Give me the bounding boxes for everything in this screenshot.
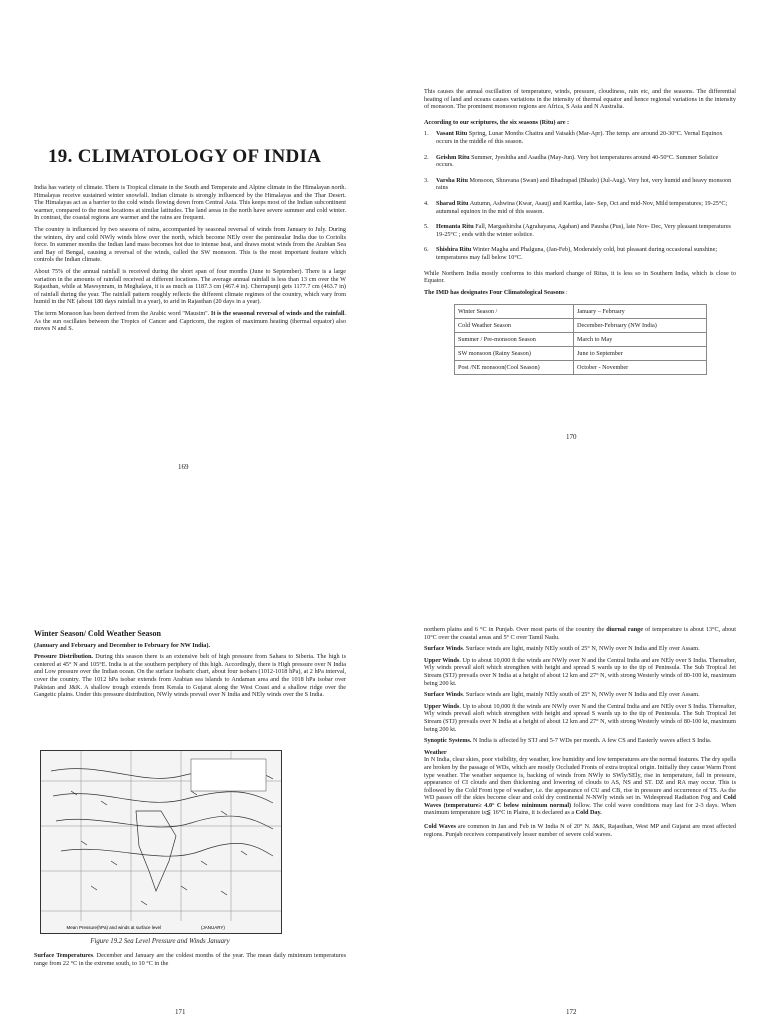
- page-number: 170: [566, 433, 577, 441]
- page-number: 171: [175, 1008, 186, 1016]
- list-item: 6. Shishira Ritu Winter Magha and Phalguna, (Jan-Feb), Moderately cold, but pleasant during occasional sunshine; temperatures may fall below 10°C.: [424, 246, 718, 261]
- map-label-left: Mean Pressure(hPa) and winds at surface level: [66, 925, 161, 930]
- page-number: 172: [566, 1008, 577, 1016]
- list-item: 5. Hemanta Ritu Fall, Margashirsha (Agrahayana, Agahan) and Pausha (Pus), late Nov- Dec, Very pleasant temperatures 19-25°C ; ends with the winter solstice.: [424, 223, 731, 238]
- list-item: 4. Sharad Ritu Autumn, Ashwina (Kwar, Asauj) and Kartika, late- Sep, Oct and mid-Nov, Mild temperatures; 19-25°C; autumnal equinox in the mid of this season.: [424, 199, 728, 215]
- page-172: [384, 512, 768, 1024]
- seasons-list: [424, 130, 736, 261]
- table-row: Cold Weather Season December-February (NW India): [455, 319, 707, 333]
- paragraph: Surface Temperatures. December and January are the coldest months of the year. The mean daily minimum temperatures range from 22 °C in the extreme south, to 10 °C in the: [34, 952, 346, 967]
- paragraph: Upper Winds. Up to about 10,000 ft the winds are NWly over N and the Central India and are NEly over S India. Thereafter, Wly winds prevail aloft which strengthen with height and spread S wards up to the tip of Peninsula. The Sub Tropical Jet Stream (STJ) prevails over N India at a height of about 12 km and 27° N, with strong Westerly winds of 80-100 kt, maximum being 200 kt.: [424, 702, 736, 733]
- page-172-body: [424, 626, 736, 842]
- paragraph: India has variety of climate. There is Tropical climate in the South and Temperate and Alpine climate in the Himalayan north. Himalayas receive sustained winter snowfall. Indian climate is strongly influenced by the Himalayas and the Thar Desert. The Himalayas act as a barrier to the cold winds flowing down from Central Asia. This keeps most of the Indian subcontinent warmer, compared to the most locations at similar latitudes. The land areas in the north have severe summer and cold winter. In contrast, the coastal regions are warmer and the rains are frequent.: [34, 184, 346, 222]
- table-row: Post /NE monsoon(Cool Season) October - November: [455, 361, 707, 375]
- paragraph: About 75% of the annual rainfall is received during the short span of four months (June to September). There is a large variation in the amounts of rainfall received at different locations. The average annual rainfall is less than 13 cm over the W Rajasthan, while at Mawsynram, in Meghalaya, it is as much as 1187.3 cm (467.4 in). Cherrapunji gets 1177.7 cm (463.7 in) of rainfall during the year. The rainfall pattern roughly reflects the different climate regimes of the country, which vary from humid in the NE (about 180 days rainfall in a year), to arid in Rajasthan (20 days in a year).: [34, 267, 346, 306]
- seasons-heading: According to our scriptures, the six seasons (Ritu) are :: [424, 118, 570, 126]
- paragraph: This causes the annual oscillation of temperature, winds, pressure, cloudiness, rain etc, and the seasons. The differential heating of land and oceans causes variations in the intensity of thermal equator and hence regional variations in the intensity of monsoon. The prominent monsoon regions are Africa, S Asia and N Australia.: [424, 88, 736, 111]
- seasons-table: [454, 304, 707, 375]
- page-171: [0, 512, 384, 1024]
- page-171-tail: [34, 952, 346, 971]
- weather-heading: Weather: [424, 748, 447, 756]
- imd-heading: The IMD has designates Four Climatological Seasons :: [424, 288, 568, 296]
- list-item: 3. Varsha Ritu Monsoon, Shravana (Swan) and Bhadrapad (Bhado) (Jul-Aug). Very hot, very humid and heavy monsoon rains: [424, 176, 732, 192]
- paragraph: Upper Winds. Up to about 10,000 ft the winds are NWly over N and the Central India and are NEly over S India. Thereafter, Wly winds prevail aloft which strengthen with height and spread S wards up to the tip of Peninsula. The Sub Tropical Jet Stream (STJ) prevails over N India at a height of about 12 km and 27° N, with strong Westerly winds of 80-100 kt, maximum being 200 kt.: [424, 656, 736, 687]
- page-169: [0, 0, 384, 512]
- figure-caption: Figure 19.2 Sea Level Pressure and Winds January: [90, 938, 230, 945]
- paragraph: Surface Winds. Surface winds are light, mainly NEly south of 25° N, NWly over N India and Ely over Assam.: [424, 645, 700, 653]
- paragraph: The term Monsoon has been derived from the Arabic word "Mausim". It is the seasonal reversal of winds and the rainfall. As the sun oscillates between the Tropics of Cancer and Capricorn, the region of maximum heating (thermal equator) also moves N and S.: [34, 309, 346, 333]
- section-heading: Winter Season/ Cold Weather Season: [34, 629, 161, 638]
- map-figure: [41, 751, 281, 933]
- paragraph: The country is influenced by two seasons of rains, accompanied by seasonal reversal of winds from January to July. During the winters, dry and cold NWly winds blow over the north, which become NEly over the peninsular India due to Coriolis force. In summer months the Indian land mass becomes hot due to intense heat, and draws moist winds from the Arabian Sea and Bay of Bengal, causing a reversal of the winds, called the SW monsoon. This is the most important feature which controls the Indian climate.: [34, 225, 346, 264]
- table-row: Winter Season / January – February: [455, 305, 707, 319]
- page-171-body: [34, 630, 346, 703]
- pressure-wind-map: [40, 750, 282, 934]
- paragraph: In N India, clear skies, poor visibility, dry weather, low humidity and low temperatures are the normal features. The dry spells are broken by the passage of WDs, which are mostly Occluded Fronts of extra tropical origin. Initially they cause Warm Front type weather. The weather sequence is, backing of winds from NWly to SWly/SEly, rise in temperature, fall in pressure, appearance of CI clouds and then thickening and lowering of clouds to AS, NS and ST. DZ and RA may occur. This is followed by the Cold Front type of weather, i.e. the appearance of CU and CB, rise in pressure and occurrence of TS. As the WD passes off the skies become clear and cold dry continental N-NWly winds set in. Widespread Radiation Fog and Cold Waves (temperature≥ 4.0° C below minimum normal) follow. The cold wave conditions may last for 2-3 days. When maximum temperature is≦ 16°C in Plains, it is declared as a Cold Day.: [424, 756, 736, 817]
- table-row: SW monsoon (Rainy Season) June to September: [455, 347, 707, 361]
- chapter-title: 19. CLIMATOLOGY OF INDIA: [48, 146, 322, 167]
- page-number: 169: [178, 463, 189, 471]
- list-item: 1. Vasant Ritu Spring, Lunar Months Chaitra and Vaisakh (Mar-Apr). The temp. are around 20-30°C. Vernal Equinox occurs in the middle of this season.: [424, 130, 723, 145]
- paragraph: While Northern India mostly conforms to this marked change of Ritus, it is less so in Southern India, which is close to Equator.: [424, 269, 736, 285]
- page-169-body: [34, 184, 346, 337]
- section-subheading: (January and February and December to February for NW India).: [34, 641, 210, 649]
- table-row: Summer / Pre-monsoon Season March to May: [455, 333, 707, 347]
- paragraph: Surface Winds. Surface winds are light, mainly NEly south of 25° N, NWly over N India and Ely over Assam.: [424, 691, 700, 699]
- paragraph: northern plains and 6 °C in Punjab. Over most parts of the country the diurnal range of temperature is about 13°C, about 10°C over the coastal areas and 5° C over Tamil Nadu.: [424, 626, 736, 641]
- list-item: 2. Grishm Ritu Summer, Jyeshtha and Asadha (May-Jun). Very hot temperatures around 40-50°C. Summer Solstice occurs.: [424, 153, 719, 169]
- paragraph: Cold Waves are common in Jan and Feb in W India N of 20° N. J&K, Rajasthan, West MP and Gujarat are most affected regions. Punjab receives comparatively lesser number of severe cold waves.: [424, 823, 736, 838]
- page-170: [384, 0, 768, 512]
- paragraph: Pressure Distribution. During this season there is an extensive belt of high pressure from Sahara to Siberia. The high is centered at 45° N and 105°E. India is at the southern periphery of this high. Accordingly, there is High pressure over N India and Low pressure over the Indian ocean. On the surface isobaric chart, about four isobars (1012-1018 hPa), at 2 hPa interval, cover the country. The 1012 hPa isobar extends from Arabian sea islands to Andaman area and the 1018 hPa isobar over Pakistan and J&K. A shallow trough extends from Kerala to Gujarat along the West Coast and a shallow ridge over the Gangetic plains. Under this pressure distribution, NWly winds prevail over N India and NEly winds over the S India.: [34, 653, 346, 699]
- page-170-body: [424, 88, 736, 375]
- map-label-right: (JANUARY): [201, 925, 225, 930]
- paragraph: Synoptic Systems. N India is affected by STJ and 5-7 WDs per month. A few CS and Easterly waves affect S India.: [424, 737, 712, 745]
